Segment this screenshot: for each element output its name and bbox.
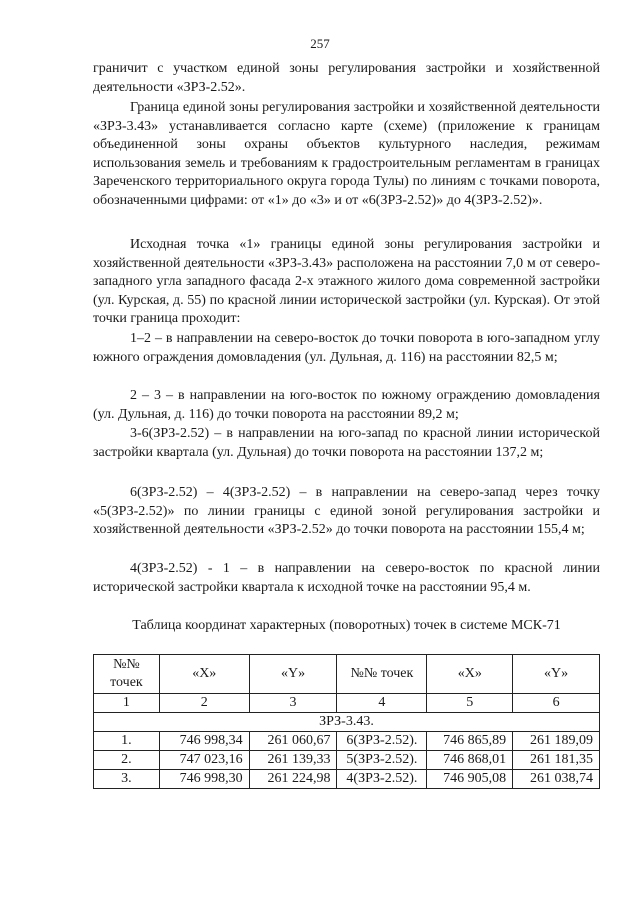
- page-number: 257: [310, 36, 330, 51]
- table-header-row: [94, 655, 600, 694]
- column-number-row: [94, 694, 600, 713]
- point-number: 1.: [94, 732, 160, 751]
- x-coordinate: 746 998,34: [159, 732, 249, 751]
- paragraph-continuation: граничит с участком единой зоны регулирования застройки и хозяйственной деятельности «ЗРЗ-2.52».: [93, 61, 600, 95]
- paragraph-segment-2-3: 2 – 3 – в направлении на юго-восток по южному ограждению домовладения (ул. Дульная, д. 116) до точки поворота на расстоянии 89,2 м;: [93, 388, 600, 422]
- y-coordinate: 261 060,67: [249, 732, 337, 751]
- header-y: «Y»: [513, 655, 600, 694]
- x-coordinate: 746 868,01: [427, 751, 513, 770]
- paragraph-segment-3-6: 3-6(ЗРЗ-2.52) – в направлении на юго-запад по красной линии исторической застройки квартала (ул. Дульная) до точки поворота на расстоянии 137,2 м;: [93, 426, 600, 460]
- column-number: 6: [513, 694, 600, 713]
- paragraph-segment-4-1: 4(ЗРЗ-2.52) - 1 – в направлении на северо-восток по красной линии исторической застройки квартала к исходной точке на расстоянии 95,4 м.: [93, 561, 600, 595]
- point-number: 4(ЗРЗ-2.52).: [337, 770, 427, 789]
- point-number: 2.: [94, 751, 160, 770]
- x-coordinate: 746 905,08: [427, 770, 513, 789]
- column-number: 4: [337, 694, 427, 713]
- paragraph-segment-6-4: 6(ЗРЗ-2.52) – 4(ЗРЗ-2.52) – в направлении на северо-запад через точку «5(ЗРЗ-2.52)» по линии границы с единой зоной регулирования застройки и хозяйственной деятельности «ЗРЗ-2.52» до точки поворота на расстоянии 155,4 м;: [93, 485, 600, 538]
- point-number: 5(ЗРЗ-2.52).: [337, 751, 427, 770]
- column-number: 1: [94, 694, 160, 713]
- x-coordinate: 746 998,30: [159, 770, 249, 789]
- y-coordinate: 261 224,98: [249, 770, 337, 789]
- column-number: 5: [427, 694, 513, 713]
- x-coordinate: 746 865,89: [427, 732, 513, 751]
- header-x: «X»: [427, 655, 513, 694]
- x-coordinate: 747 023,16: [159, 751, 249, 770]
- section-row: [94, 713, 600, 732]
- header-y: «Y»: [249, 655, 337, 694]
- coordinates-table: [93, 654, 600, 789]
- y-coordinate: 261 181,35: [513, 751, 600, 770]
- section-label: ЗРЗ-3.43.: [94, 713, 600, 732]
- y-coordinate: 261 189,09: [513, 732, 600, 751]
- paragraph-starting-point: Исходная точка «1» границы единой зоны регулирования застройки и хозяйственной деятельности «ЗРЗ-3.43» расположена на расстоянии 7,0 м от северо-западного угла западного фасада 2-х этажного жилого дома современной застройки (ул. Курская, д. 55) по красной линии исторической застройки (ул. Курская). От этой точки граница проходит:: [93, 237, 600, 327]
- table-caption: Таблица координат характерных (поворотных) точек в системе МСК-71: [132, 618, 561, 633]
- table-row: [94, 732, 600, 751]
- y-coordinate: 261 038,74: [513, 770, 600, 789]
- column-number: 3: [249, 694, 337, 713]
- point-number: 6(ЗРЗ-2.52).: [337, 732, 427, 751]
- point-number: 3.: [94, 770, 160, 789]
- header-point-number: №№ точек: [94, 655, 160, 694]
- table-row: [94, 751, 600, 770]
- column-number: 2: [159, 694, 249, 713]
- header-point-number: №№ точек: [337, 655, 427, 694]
- paragraph-segment-1-2: 1–2 – в направлении на северо-восток до точки поворота в юго-западном углу южного ограждения домовладения (ул. Дульная, д. 116) на расстоянии 82,5 м;: [93, 331, 600, 365]
- y-coordinate: 261 139,33: [249, 751, 337, 770]
- paragraph-boundary-description: Граница единой зоны регулирования застройки и хозяйственной деятельности «ЗРЗ-3.43» устанавливается согласно карте (схеме) (приложение к границам объединенной зоны охраны объектов культурного наследия, режимам использования земель и требованиям к градостроительным регламентам в границах Зареченского территориального округа города Тулы) по линиям с точками поворота, обозначенными цифрами: от «1» до «3» и от «6(ЗРЗ-2.52)» до 4(ЗРЗ-2.52)».: [93, 100, 600, 208]
- table-row: [94, 770, 600, 789]
- header-x: «X»: [159, 655, 249, 694]
